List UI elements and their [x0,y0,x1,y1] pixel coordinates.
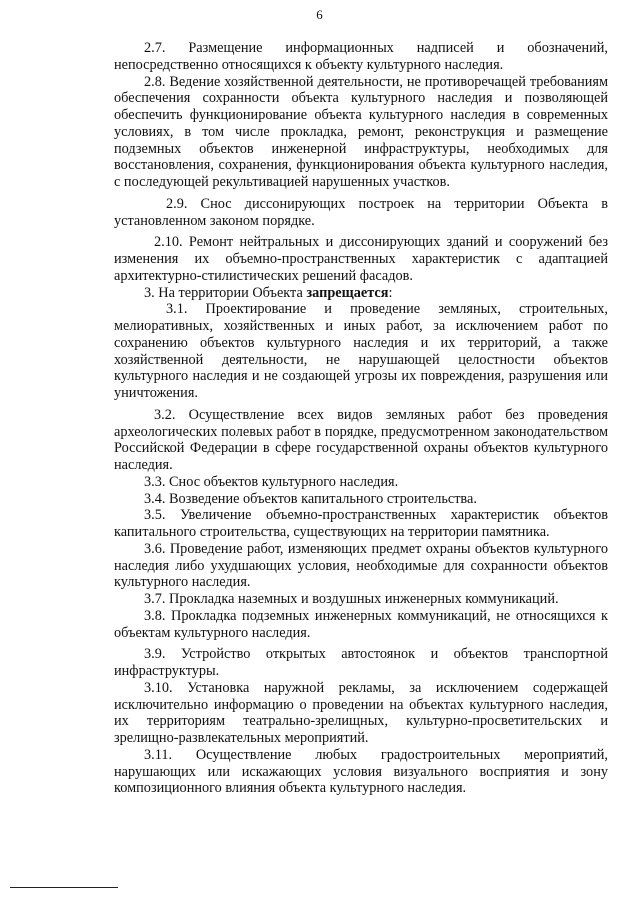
paragraph-2-8: 2.8. Ведение хозяйственной деятельности, не противоречащей требованиям обеспечения сохранности объекта культурного наследия и позволяющей обеспечить функционирование объекта культурного наследия в современных условиях, в том числе прокладка, ремонт, реконструкция и размещение подземных объектов инженерной инфраструктуры, необходимых для восстановления, сохранения, функционирования объекта культурного наследия, с последующей рекультивацией нарушенных участков. [114,73,608,190]
paragraph-3-6: 3.6. Проведение работ, изменяющих предмет охраны объектов культурного наследия либо ухудшающих условия, необходимые для сохранности объектов культурного наследия. [114,540,608,591]
paragraph-3-10: 3.10. Установка наружной рекламы, за исключением содержащей исключительно информацию о проведении на объектах культурного наследия, их территориям театрально-зрелищных, культурно-просветительских и зрелищно-развлекательных мероприятий. [114,679,608,746]
paragraph-3-2: 3.2. Осуществление всех видов земляных работ без проведения археологических полевых работ в порядке, предусмотренном законодательством Российской Федерации в сфере государственной охраны объектов культурного наследия. [114,406,608,473]
paragraph-2-9: 2.9. Снос диссонирующих построек на территории Объекта в установленном законом порядке. [114,195,608,229]
paragraph-3-9: 3.9. Устройство открытых автостоянок и объектов транспортной инфраструктуры. [114,646,608,679]
paragraph-3-7: 3.7. Прокладка наземных и воздушных инженерных коммуникаций. [144,591,559,607]
paragraph-3-8: 3.8. Прокладка подземных инженерных коммуникаций, не относящихся к объектам культурного наследия. [114,607,608,641]
paragraph-3-4: 3.4. Возведение объектов капитального строительства. [144,490,477,507]
page-number: 6 [316,7,323,22]
paragraph-3 [114,285,608,302]
paragraph-2-10: 2.10. Ремонт нейтральных и диссонирующих зданий и сооружений без изменения их объемно-пространственных характеристик с адаптацией архитектурно-стилистических решений фасадов. [114,234,608,284]
paragraph-3-colon: : [388,284,393,301]
document-body [114,40,608,797]
footer-divider [10,887,118,888]
paragraph-3-3: 3.3. Снос объектов культурного наследия. [144,473,399,490]
prohibited-keyword: запрещается [306,284,389,301]
paragraph-3-lead: 3. На территории Объекта [144,284,307,301]
paragraph-3-1: 3.1. Проектирование и проведение земляных, строительных, мелиоративных, хозяйственных и иных работ, за исключением работ по сохранению объектов культурного наследия и их территорий, а также хозяйственной деятельности, не нарушающей целостности объектов культурного наследия и не создающей угрозы их повреждения, разрушения или уничтожения. [114,301,608,401]
paragraph-2-7: 2.7. Размещение информационных надписей и обозначений, непосредственно относящихся к объекту культурного наследия. [114,40,608,73]
paragraph-3-11: 3.11. Осуществление любых градостроительных мероприятий, нарушающих или искажающих условия визуального восприятия и зону композиционного влияния объекта культурного наследия. [114,746,608,797]
paragraph-3-5: 3.5. Увеличение объемно-пространственных характеристик объектов капитального строительства, существующих на территории памятника. [114,507,608,540]
